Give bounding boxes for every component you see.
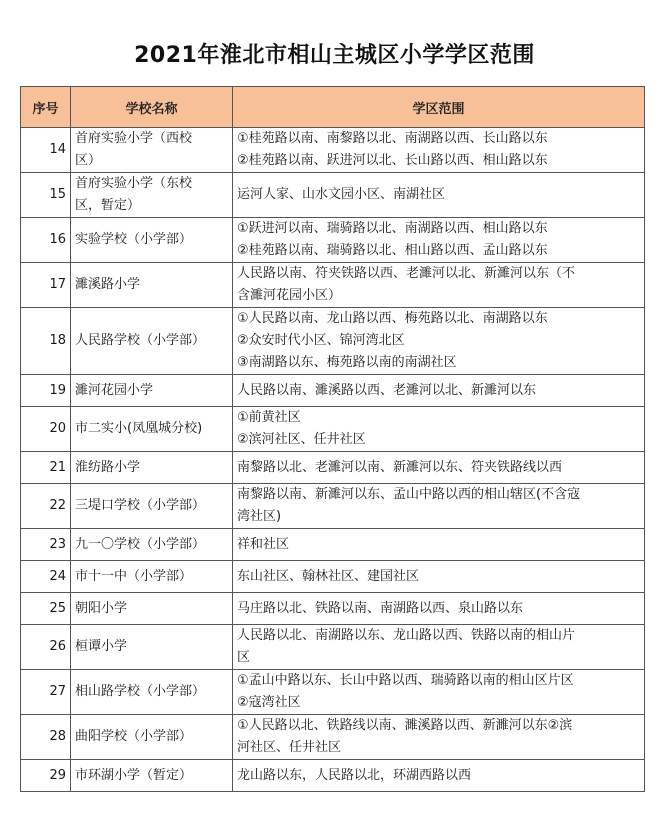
district-scope bbox=[233, 484, 645, 529]
district-scope-line: ②寇湾社区 bbox=[237, 695, 301, 710]
district-scope bbox=[233, 173, 645, 218]
table-row bbox=[21, 128, 645, 173]
school-name bbox=[71, 529, 233, 561]
district-scope-line: 南黎路以北、老濉河以南、新濉河以东、符夹铁路线以西 bbox=[237, 459, 563, 475]
table-row bbox=[21, 218, 645, 263]
school-name bbox=[71, 308, 233, 375]
district-scope-line: 祥和社区 bbox=[237, 536, 290, 552]
table-row bbox=[21, 407, 645, 452]
table-row bbox=[21, 593, 645, 625]
district-scope-line: 南黎路以南、新濉河以东、孟山中路以西的相山辖区(不含寇 bbox=[237, 487, 581, 502]
row-number: 28 bbox=[21, 715, 71, 760]
school-name-line: 首府实验小学（西校 bbox=[75, 131, 193, 146]
table-row bbox=[21, 670, 645, 715]
district-scope bbox=[233, 407, 645, 452]
district-scope-line: 河社区、任井社区 bbox=[237, 740, 342, 755]
district-scope-line: 马庄路以北、铁路以南、南湖路以西、泉山路以东 bbox=[237, 600, 524, 616]
school-name bbox=[71, 263, 233, 308]
row-number: 22 bbox=[21, 484, 71, 529]
district-scope-line: ②众安时代小区、锦河湾北区 bbox=[237, 333, 405, 348]
school-name bbox=[71, 593, 233, 625]
table-row bbox=[21, 484, 645, 529]
district-scope-line: 龙山路以东，人民路以北，环湖西路以西 bbox=[237, 767, 472, 783]
row-number: 20 bbox=[21, 407, 71, 452]
school-name-line: 淮纺路小学 bbox=[75, 459, 141, 475]
district-scope bbox=[233, 452, 645, 484]
header-row bbox=[21, 87, 645, 128]
school-name-line: 三堤口学校（小学部） bbox=[75, 498, 206, 513]
school-name-line: 濉溪路小学 bbox=[75, 277, 141, 292]
district-scope-line: 东山社区、翰林社区、建国社区 bbox=[237, 568, 420, 584]
school-name bbox=[71, 625, 233, 670]
district-scope bbox=[233, 715, 645, 760]
row-number: 19 bbox=[21, 375, 71, 407]
school-name bbox=[71, 484, 233, 529]
header-scope: 学区范围 bbox=[233, 87, 645, 128]
school-name-line: 区，暂定） bbox=[75, 198, 141, 213]
district-scope-line: 湾社区) bbox=[237, 509, 282, 524]
school-name-line: 实验学校（小学部） bbox=[75, 232, 193, 247]
district-scope bbox=[233, 308, 645, 375]
district-scope-line: ①前黄社区 bbox=[237, 410, 301, 425]
school-name bbox=[71, 128, 233, 173]
table-row bbox=[21, 173, 645, 218]
school-name-line: 市十一中（小学部） bbox=[75, 568, 193, 584]
school-name bbox=[71, 715, 233, 760]
row-number: 27 bbox=[21, 670, 71, 715]
district-scope bbox=[233, 375, 645, 407]
row-number: 21 bbox=[21, 452, 71, 484]
page-title: 2021年淮北市相山主城区小学学区范围 bbox=[134, 43, 535, 68]
school-name bbox=[71, 407, 233, 452]
school-name bbox=[71, 760, 233, 792]
district-scope-line: ①桂苑路以南、南黎路以北、南湖路以西、长山路以东 bbox=[237, 131, 548, 146]
district-scope bbox=[233, 128, 645, 173]
district-scope-line: 区 bbox=[237, 650, 251, 665]
table-row bbox=[21, 760, 645, 792]
row-number: 29 bbox=[21, 760, 71, 792]
district-scope bbox=[233, 670, 645, 715]
district-scope-line: ①人民路以北、铁路线以南、濉溪路以西、新濉河以东②滨 bbox=[237, 718, 573, 733]
school-name-line: 区） bbox=[75, 153, 102, 168]
district-scope bbox=[233, 561, 645, 593]
table-row bbox=[21, 529, 645, 561]
table-row bbox=[21, 452, 645, 484]
school-name-line: 市二实小(凤凰城分校) bbox=[75, 421, 203, 436]
district-scope-line: ①孟山中路以东、长山中路以西、瑞骑路以南的相山区片区 bbox=[237, 673, 574, 688]
district-scope bbox=[233, 263, 645, 308]
table-row bbox=[21, 308, 645, 375]
school-name bbox=[71, 375, 233, 407]
row-number: 26 bbox=[21, 625, 71, 670]
district-scope-line: 人民路以北、南湖路以东、龙山路以西、铁路以南的相山片 bbox=[237, 628, 576, 643]
district-scope-line: ②桂苑路以南、跃进河以北、长山路以西、相山路以东 bbox=[237, 153, 548, 168]
school-name-line: 人民路学校（小学部） bbox=[75, 333, 206, 348]
school-name-line: 首府实验小学（东校 bbox=[75, 176, 193, 191]
row-number: 14 bbox=[21, 128, 71, 173]
row-number: 25 bbox=[21, 593, 71, 625]
row-number: 17 bbox=[21, 263, 71, 308]
district-scope-line: ①人民路以南、龙山路以西、梅苑路以北、南湖路以东 bbox=[237, 311, 548, 326]
district-scope bbox=[233, 218, 645, 263]
row-number: 16 bbox=[21, 218, 71, 263]
school-name bbox=[71, 173, 233, 218]
table-body bbox=[21, 128, 645, 792]
school-name-line: 濉河花园小学 bbox=[75, 382, 154, 398]
row-number: 24 bbox=[21, 561, 71, 593]
district-scope-line: ②桂苑路以南、瑞骑路以北、相山路以西、孟山路以东 bbox=[237, 243, 548, 258]
school-name bbox=[71, 561, 233, 593]
district-scope-line: ①跃进河以南、瑞骑路以北、南湖路以西、相山路以东 bbox=[237, 221, 548, 236]
school-name bbox=[71, 218, 233, 263]
row-number: 23 bbox=[21, 529, 71, 561]
table-row bbox=[21, 625, 645, 670]
school-district-table bbox=[20, 86, 645, 792]
district-scope bbox=[233, 760, 645, 792]
district-scope bbox=[233, 625, 645, 670]
table-row bbox=[21, 715, 645, 760]
district-scope-line: 含濉河花园小区） bbox=[237, 288, 342, 303]
school-name-line: 曲阳学校（小学部） bbox=[75, 729, 193, 744]
district-scope-line: ③南湖路以东、梅苑路以南的南湖社区 bbox=[237, 355, 457, 370]
table-row bbox=[21, 263, 645, 308]
school-name-line: 桓谭小学 bbox=[75, 639, 128, 654]
school-name bbox=[71, 670, 233, 715]
district-scope bbox=[233, 529, 645, 561]
school-name-line: 市环湖小学（暂定） bbox=[75, 767, 193, 783]
school-name bbox=[71, 452, 233, 484]
district-scope-line: 人民路以南、濉溪路以西、老濉河以北、新濉河以东 bbox=[237, 382, 537, 398]
school-name-line: 相山路学校（小学部） bbox=[75, 684, 206, 699]
header-num: 序号 bbox=[21, 87, 71, 128]
district-scope bbox=[233, 593, 645, 625]
header-school: 学校名称 bbox=[71, 87, 233, 128]
district-scope-line: 运河人家、山水文园小区、南湖社区 bbox=[237, 187, 446, 202]
table-row bbox=[21, 375, 645, 407]
row-number: 18 bbox=[21, 308, 71, 375]
school-name-line: 九一〇学校（小学部） bbox=[75, 536, 206, 552]
school-name-line: 朝阳小学 bbox=[75, 600, 128, 616]
district-scope-line: 人民路以南、符夹铁路以西、老濉河以北、新濉河以东（不 bbox=[237, 266, 576, 281]
table-row bbox=[21, 561, 645, 593]
row-number: 15 bbox=[21, 173, 71, 218]
district-scope-line: ②滨河社区、任井社区 bbox=[237, 432, 366, 447]
